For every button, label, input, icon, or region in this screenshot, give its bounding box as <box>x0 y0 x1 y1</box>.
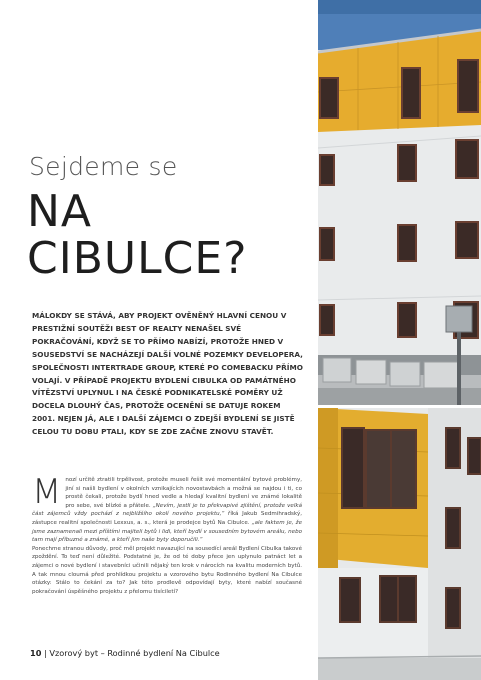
headline-line-1: NA <box>27 186 93 237</box>
article-lead: MÁLOKDY SE STÁVÁ, ABY PROJEKT OVĚNĚNÝ HLAVNÍ CENOU V PRESTIŽNÍ SOUTĚŽI BEST OF REALTY NENAŠEL SVÉ POKRAČOVÁNÍ, KDYŽ SE TO PŘÍMO NABÍZÍ, PROTOŽE HNED V SOUSEDSTVÍ SE NACHÁZEJÍ DALŠÍ VOLNÉ POZEMKY DEVELOPERA, SPOLEČNOSTI INTERTRADE GROUP, KTERÉ PO COMEBACKU PŘÍMO VOLAJÍ. V PŘÍPADĚ PROJEKTU BYDLENÍ CIBULKA OD PAMÁTNÉHO VÍTĚZSTVÍ UPLYNUL I NA ČESKÉ PODNIKATELSKÉ POMĚRY UŽ DOCELA DLOUHÝ ČAS, PROTOŽE OCENĚNÍ SE DATUJE ROKEM 2001. NEJEN JÁ, ALE I DALŠÍ ZÁJEMCI O ZDEJŠÍ BYDLENÍ SE JISTĚ CELOU TU DOBU PTALI, KDY SE ZDE ZAČNE ZNOVU STAVĚT. <box>32 311 303 437</box>
body-paragraph-1: nozí určitě ztratili trpělivost, protože museli řešit své momentální bytové problémy, jiní si našli bydlení v okolních vznikajících novostavbách a možná se najdou i ti, co prostě čekali, protože bydlí hned vedle a hledají kvalitní bydlení ve známé lokalitě pro sebe, své blízké a přátele. <box>65 477 302 509</box>
drop-cap: M <box>32 472 62 512</box>
body-quote-2: „ale faktem je, že jsme zaznamenali mezi příštími majiteli bytů i lidi, kteří bydlí v sousedním bytovém areálu, nebo tam mají příbuzné a známé, a kteří jim naše byty doporučili.“ <box>32 519 302 544</box>
page-number: 10 <box>30 648 42 658</box>
body-paragraph-1b: říká Jakub Sedmihradský, zástupce realitní společnosti Lexxus, a. s., která je prodejce bytů Na Cibulce. <box>32 511 302 526</box>
body-paragraph-2: Ponechme stranou důvody, proč měl projekt navazující na sousedící areál Bydlení Cibulka takové zpoždění. To teď není důležité. Podstatné je, že od té doby přece jen uplynulo patnáct let a zájemci o nové bydlení i stavebníci učinili nějaký ten krok v nárocích na kvalitu moderních bytů. A tak mnou cloumá před prohlídkou projektu a vzorového bytu Rodinného bydlení Na Cibulce otázky: Stálo to čekání za to? Jak této prodlevě odpovídají byty, které nabízí současné pokračování úspěšného projektu z přelomu tisíciletí? <box>32 545 302 595</box>
body-quote-1: „Nevím, jestli je to překvapivé zjištění, protože velká část zájemců vždy pochází z nejbližšího okolí nového projektu,“ <box>32 502 302 518</box>
article-kicker: Sejdeme se <box>29 152 178 181</box>
article-headline <box>27 188 297 282</box>
building-photo-bottom <box>318 408 481 680</box>
page-footer <box>30 648 220 658</box>
headline-line-2: CIBULCE? <box>27 233 248 284</box>
footer-separator: | <box>44 648 47 658</box>
footer-title: Vzorový byt – Rodinné bydlení Na Cibulce <box>49 648 220 658</box>
building-photo-top <box>318 0 481 405</box>
photo-column <box>318 0 481 680</box>
article-body <box>32 472 302 596</box>
